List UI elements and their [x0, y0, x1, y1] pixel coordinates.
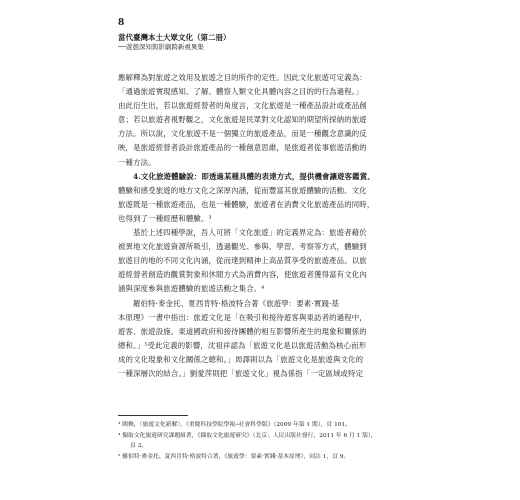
- body-text: [118, 71, 405, 381]
- body-line: 遊經營者創造的觀賞對象和休閒方式為消費內容，使旅遊者獲得富有文化內: [118, 270, 367, 280]
- body-line: 方法。所以說，文化旅遊不是一個獨立的旅遊產品，而是一種觀念意識的反: [118, 129, 367, 139]
- body-line: 體驗和感受旅遊的地方文化之深厚內涵，從而豐富其旅遊體驗的活動。文化: [118, 185, 367, 195]
- body-line: 本原理》一書中指出：旅遊文化是「在吸引和接待遊客與東訪者的過程中，: [118, 312, 367, 322]
- body-line: 基於上述四種學說，吾人可將「文化旅遊」的定義界定為：旅遊者藉於: [133, 228, 367, 238]
- body-line: 由此衍生出，若以旅遊經營者的角度言，文化旅遊是一種產品設計或產品創: [118, 101, 367, 111]
- body-line: 映，是旅遊經營者設計旅遊產品的一種創意思維，是旅遊者從事旅遊活動的: [118, 143, 367, 153]
- footnotes: [118, 420, 408, 462]
- body-line: 一種深層次的結合。」劉愛萍則把「旅遊文化」視為係指「一定區域或特定: [118, 368, 364, 378]
- body-line: 4.文化旅遊體驗說：即透過某種具體的表達方式，提供機會讓遊客鑑賞、: [133, 171, 375, 181]
- body-line: 總和。」⁵受此定義的影響，沈祖祥認為「旅遊文化是以旅遊活動為核心而形: [118, 340, 367, 350]
- body-line: 羅伯特·麥金托、夏西肯特·格波特合著《旅遊學：要素·實踐·基: [133, 298, 340, 308]
- body-line: 涵與深度參與旅遊體驗的旅遊活動之集合。⁴: [118, 284, 265, 294]
- footnote: ⁵ 羅伯特·麥金托、夏西肯特·格波特合著，《旅遊學：要素·實踐·基本原理》，同註 1，頁 9。: [118, 453, 350, 460]
- footnote-divider: [118, 415, 188, 416]
- footnote: ³ 閩煥，〈旅遊文化新解〉，《重慶科技學院學報─社會科學版》（2009 年第 1 期），頁 101。: [118, 422, 351, 428]
- body-line: 被異地文化旅遊資源所吸引，透過觀光、參與、學習、考察等方式，體驗到: [118, 242, 367, 252]
- body-line: 應解釋為對旅遊之效用及旅遊之目的所作的定性。因此文化旅遊可定義為：: [118, 73, 367, 82]
- footnote-continuation: 頁 3。: [130, 443, 148, 449]
- book-subtitle: ──遊憩深知與影劇跨新視異集: [118, 43, 204, 51]
- running-head: [118, 18, 418, 52]
- body-line: 一種方法。: [118, 157, 156, 167]
- book-title: 當代臺灣本土大眾文化（第二冊）: [118, 33, 231, 42]
- body-line: 成的文化現象和文化關係之總和。」周譯則以為「旅遊文化是旅遊與文化的: [118, 354, 364, 364]
- footnote: ⁴ 擷取文化旅遊研究課題組著，《擷取文化旅遊研究》（北京：人民出版社發行，2011 年 6 月 1 版），: [118, 432, 377, 439]
- body-line: 「通過旅遊實現感知、了解、體察人類文化具體內容之目的的行為過程。」: [118, 87, 364, 97]
- body-line: 意；若以旅遊者視野觀之，文化旅遊是民眾對文化認知的期望所採納的旅遊: [118, 115, 367, 125]
- page-number: 8: [118, 18, 125, 28]
- body-line: 也得到了一種經歷和體驗。³: [118, 213, 212, 223]
- body-line: 旅遊既是一種旅遊產品，也是一種體驗，旅遊者在消費文化旅遊產品的同時，: [118, 199, 375, 209]
- body-line: 旅遊目的地的不同文化內涵，從而達到精神上高品質享受的旅遊產品。以旅: [118, 256, 367, 266]
- body-line: 遊客、旅遊設施、東道國政府和接待團體的相互影響所產生的現象和關係的: [118, 326, 367, 336]
